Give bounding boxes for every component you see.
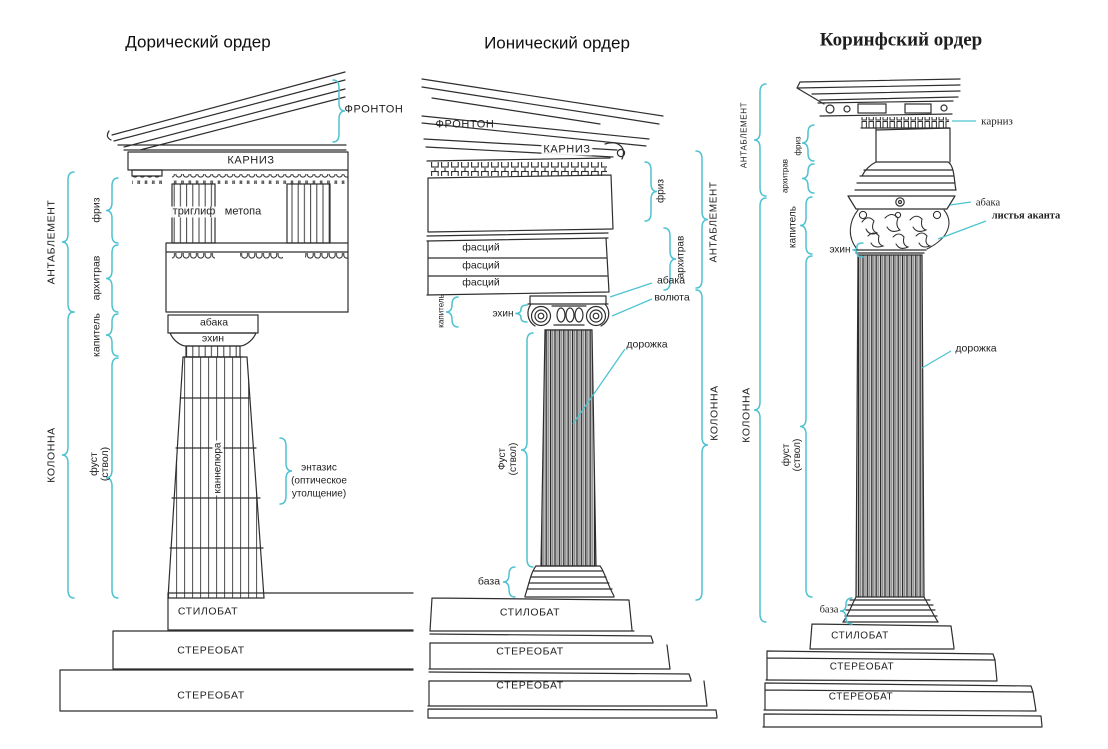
doric-label-stereobate: СТЕРЕОБАТ — [177, 644, 245, 657]
corinthian-label-shaft-line: (ствол) — [792, 438, 803, 472]
corinthian-label-shaft-line: фуст — [781, 443, 792, 467]
doric-label-abacus: абака — [199, 316, 229, 329]
ionic-label-echinus: эхин — [492, 308, 514, 320]
ionic-label-stereobate: СТЕРЕОБАТ — [496, 645, 564, 658]
ionic-label-fascia: фасций — [462, 276, 500, 289]
ionic-title: Ионический ордер — [484, 33, 630, 53]
ionic-label-column: КОЛОННА — [708, 385, 721, 441]
ionic-label-pediment: ФРОНТОН — [435, 118, 495, 131]
doric-label-architrave: архитрав — [90, 255, 103, 301]
doric-label-entasis-line: (оптическое — [291, 475, 347, 487]
doric-label-column: КОЛОННА — [45, 427, 58, 483]
doric-label-flute: каннелюра — [212, 442, 224, 494]
doric-pediment — [107, 72, 346, 150]
doric-label-capital: капитель — [90, 313, 103, 357]
corinthian-label-stereobate: СТЕРЕОБАТ — [829, 661, 895, 673]
ionic-label-shaft — [497, 443, 519, 476]
ionic-label-base: база — [477, 575, 501, 588]
doric-label-pediment: ФРОНТОН — [344, 103, 404, 116]
ionic-label-shaft-line: (ствол) — [508, 442, 519, 476]
ionic-capital — [528, 296, 609, 330]
ionic-entablature — [427, 158, 613, 295]
ionic-label-frieze: фриз — [655, 179, 667, 203]
doric-label-entasis-line: утолщение) — [291, 488, 347, 500]
doric-label-echinus: эхин — [201, 332, 225, 345]
doric-label-entasis-line: энтазис — [301, 462, 337, 474]
corinthian-label-entablature: АНТАБЛЕМЕНТ — [739, 101, 749, 169]
ionic-label-cornice: КАРНИЗ — [543, 143, 591, 156]
doric-label-shaft-line: (ствол) — [99, 446, 111, 482]
corinthian-label-stylobate: СТИЛОБАТ — [831, 630, 889, 642]
ionic-label-flute-path: дорожка — [626, 338, 668, 351]
corinthian-label-abacus: абака — [975, 197, 1001, 209]
corinthian-label-shaft — [781, 439, 803, 472]
corinthian-label-capital: капитель — [787, 206, 799, 248]
corinthian-label-column: КОЛОННА — [740, 387, 753, 443]
doric-label-triglyph: триглиф — [172, 205, 216, 218]
doric-entablature — [128, 152, 348, 312]
doric-label-shaft-line: фуст — [88, 452, 100, 476]
doric-label-metope: метопа — [224, 205, 262, 218]
doric-label-stylobate: СТИЛОБАТ — [177, 605, 239, 618]
corinthian-column — [843, 255, 938, 622]
ionic-label-stylobate: СТИЛОБАТ — [499, 606, 561, 619]
doric-label-shaft — [89, 447, 111, 481]
ionic-label-abacus: абака — [656, 274, 686, 287]
ionic-label-entablature: АНТАБЛЕМЕНТ — [708, 181, 720, 263]
ionic-label-stereobate: СТЕРЕОБАТ — [496, 679, 564, 692]
corinthian-label-base: база — [819, 604, 839, 616]
doric-label-frieze: фриз — [90, 197, 103, 223]
corinthian-label-stereobate: СТЕРЕОБАТ — [828, 691, 894, 703]
corinthian-label-echinus: эхин — [829, 244, 851, 256]
ionic-label-capital: капитель — [436, 294, 446, 328]
corinthian-capital — [850, 210, 949, 253]
ionic-label-volute: волюта — [654, 291, 690, 304]
ionic-label-architrave: архитрав — [675, 235, 687, 279]
corinthian-label-cornice: карниз — [981, 115, 1013, 128]
doric-label-entablature: АНТАБЛЕМЕНТ — [45, 199, 58, 285]
corinthian-steps — [763, 624, 1042, 727]
ionic-label-fascia: фасций — [462, 241, 500, 254]
ionic-steps — [428, 598, 717, 718]
ionic-column — [525, 330, 614, 597]
corinthian-label-acanthus: листья аканта — [991, 210, 1061, 222]
ionic-label-fascia: фасций — [462, 259, 500, 272]
corinthian-title: Коринфский ордер — [819, 29, 983, 51]
doric-title: Дорический ордер — [125, 32, 271, 52]
corinthian-label-flute-path: дорожка — [955, 342, 997, 355]
corinthian-label-frieze: фриз — [793, 136, 803, 156]
doric-label-entasis — [291, 462, 347, 501]
ionic-label-shaft-line: Фуст — [497, 447, 508, 471]
corinthian-label-architrave: архитрав — [780, 158, 790, 194]
corinthian-entablature — [797, 79, 960, 209]
doric-label-stereobate: СТЕРЕОБАТ — [177, 689, 245, 702]
doric-label-cornice: КАРНИЗ — [227, 154, 275, 167]
